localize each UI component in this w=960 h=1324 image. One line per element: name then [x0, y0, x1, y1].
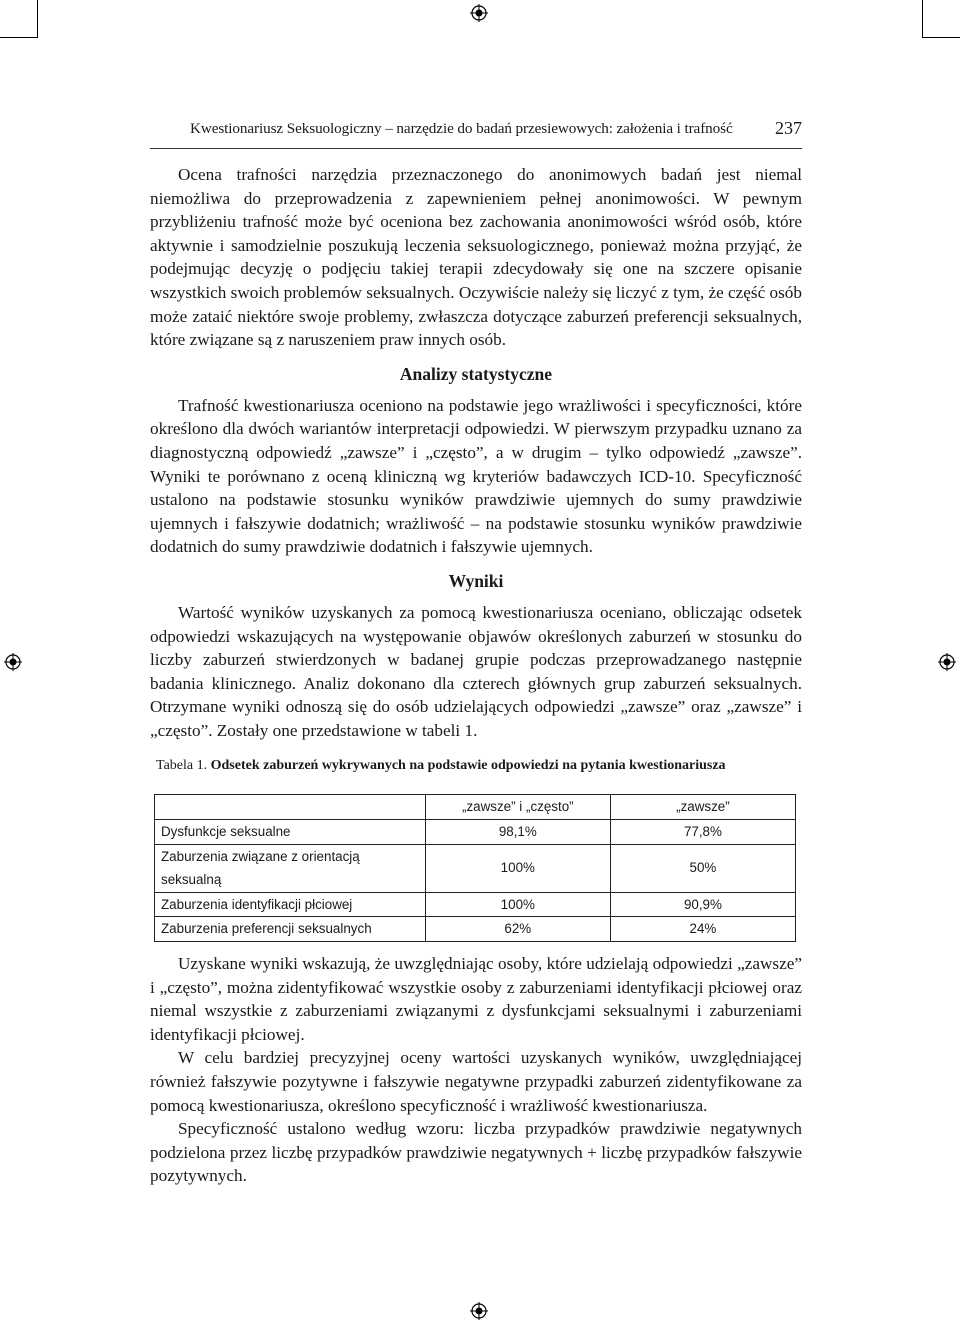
- running-header: [190, 118, 802, 142]
- table-cell-label: Dysfunkcje seksualne: [155, 820, 426, 845]
- table-cell-value: 100%: [425, 892, 610, 917]
- table-row: [155, 917, 796, 942]
- crop-mark-top-left-h: [0, 37, 38, 38]
- table-header-cell: „zawsze” i „często”: [425, 795, 610, 820]
- table-cell-value: 24%: [610, 917, 795, 942]
- table-cell-value: 100%: [425, 844, 610, 892]
- paragraph-after: W celu bardziej precyzyjnej oceny wartości uzyskanych wyników, uwzględniającej również fałszywie pozytywne i fałszywie negatywne przypadki zaburzeń zidentyfikowane za pomocą kwestionariusza, określono specyficzność i wrażliwość kwestionariusza.: [150, 1048, 802, 1115]
- crop-mark-top-right-v: [922, 0, 923, 38]
- page-number: 237: [775, 118, 802, 138]
- registration-mark-bottom-icon: [470, 1302, 488, 1320]
- table-cell-label: Zaburzenia preferencji seksualnych: [155, 917, 426, 942]
- table-cell-value: 98,1%: [425, 820, 610, 845]
- table-caption-title: Odsetek zaburzeń wykrywanych na podstawie odpowiedzi na pytania kwestionariusza: [210, 758, 726, 774]
- paragraph-after: Uzyskane wyniki wskazują, że uwzględniając osoby, które udzielają odpowiedzi „zawsze” i „często”, można zidentyfikować wszystkie osoby z zaburzeniami identyfikacji płciowej oraz niemal wszystkie z zaburzeniami związanymi z dysfunkcjami seksualnymi i zaburzeniami identyfikacji płciowej.: [150, 954, 802, 1044]
- crop-mark-top-left-v: [37, 0, 38, 38]
- results-table: [154, 794, 796, 942]
- crop-mark-top-right-h: [922, 37, 960, 38]
- paragraph-after: Specyficzność ustalono według wzoru: liczba przypadków prawdziwie negatywnych podzielona przez liczbę przypadków prawdziwie negatywnych + liczbę przypadków fałszywie pozytywnych.: [150, 1119, 802, 1186]
- table-cell-value: 90,9%: [610, 892, 795, 917]
- results-discussion: [150, 952, 802, 1188]
- heading-wyniki: Wyniki: [448, 570, 504, 591]
- table-caption: [156, 756, 802, 776]
- paragraph-wyniki: Wartość wyników uzyskanych za pomocą kwestionariusza oceniano, obliczając odsetek odpowiedzi wskazujących na występowanie objawów określonych zaburzeń w stosunku do liczby zaburzeń stwierdzonych w badanej grupie podczas przeprowadzanego następnie badania klinicznego. Analiz dokonano dla czterech głównych grup zaburzeń seksualnych. Otrzymane wyniki odnoszą się do osób udzielających odpowiedzi „zawsze” oraz „zawsze” i „często”. Zostały one przedstawione w tabeli 1.: [150, 602, 802, 740]
- table-cell-value: 62%: [425, 917, 610, 942]
- registration-mark-right-icon: [938, 653, 956, 671]
- table-header-cell: [155, 795, 426, 820]
- paragraph-intro: Ocena trafności narzędzia przeznaczonego do anonimowych badań jest niemal niemożliwa do przeprowadzenia z zapewnieniem pełnej anonimowości. W pewnym przybliżeniu trafność może być oceniona bez zachowania anonimowości wśród osób, które aktywnie i samodzielnie poszukują leczenia seksuologicznego, ponieważ można przyjąć, że podejmując decyzję o podjęciu takiej terapii zdecydowały się one na szczere opisanie wszystkich swoich problemów seksualnych. Oczywiście należy się liczyć z tym, że część osób może zataić niektóre swoje problemy, zwłaszcza dotyczące zaburzeń preferencji seksualnych, które związane są z naruszeniem praw innych osób.: [150, 165, 802, 350]
- table-cell-label: Zaburzenia związane z orientacją seksualną: [155, 844, 426, 892]
- page-body: [150, 163, 802, 1188]
- registration-mark-left-icon: [4, 653, 22, 671]
- table-header-cell: „zawsze”: [610, 795, 795, 820]
- running-title: Kwestionariusz Seksuologiczny – narzędzie do badań przesiewowych: założenia i trafność: [190, 120, 733, 137]
- paragraph-analizy: Trafność kwestionariusza oceniono na podstawie jego wrażliwości i specyficzności, które określono dla dwóch wariantów interpretacji odpowiedzi. W pierwszym przypadku uznano za diagnostyczną odpowiedź „zawsze” i „często”, a w drugim – tylko odpowiedź „zawsze”. Wyniki te porównano z oceną kliniczną wg kryteriów badawczych ICD-10. Specyficzność ustalono na podstawie stosunku wyników prawdziwie ujemnych do sumy prawdziwie ujemnych i fałszywie dodatnich; wrażliwość – na podstawie stosunku wyników prawdziwie dodatnich do sumy prawdziwie dodatnich i fałszywie ujemnych.: [150, 395, 802, 557]
- header-rule: [150, 148, 802, 149]
- table-cell-label: Zaburzenia identyfikacji płciowej: [155, 892, 426, 917]
- table-header-row: [155, 795, 796, 820]
- table-cell-value: 50%: [610, 844, 795, 892]
- heading-analizy: Analizy statystyczne: [399, 363, 553, 384]
- table-caption-label: Tabela 1.: [156, 758, 208, 774]
- registration-mark-top-icon: [470, 4, 488, 22]
- table-row: [155, 820, 796, 845]
- table-row: [155, 844, 796, 892]
- table-cell-value: 77,8%: [610, 820, 795, 845]
- table-row: [155, 892, 796, 917]
